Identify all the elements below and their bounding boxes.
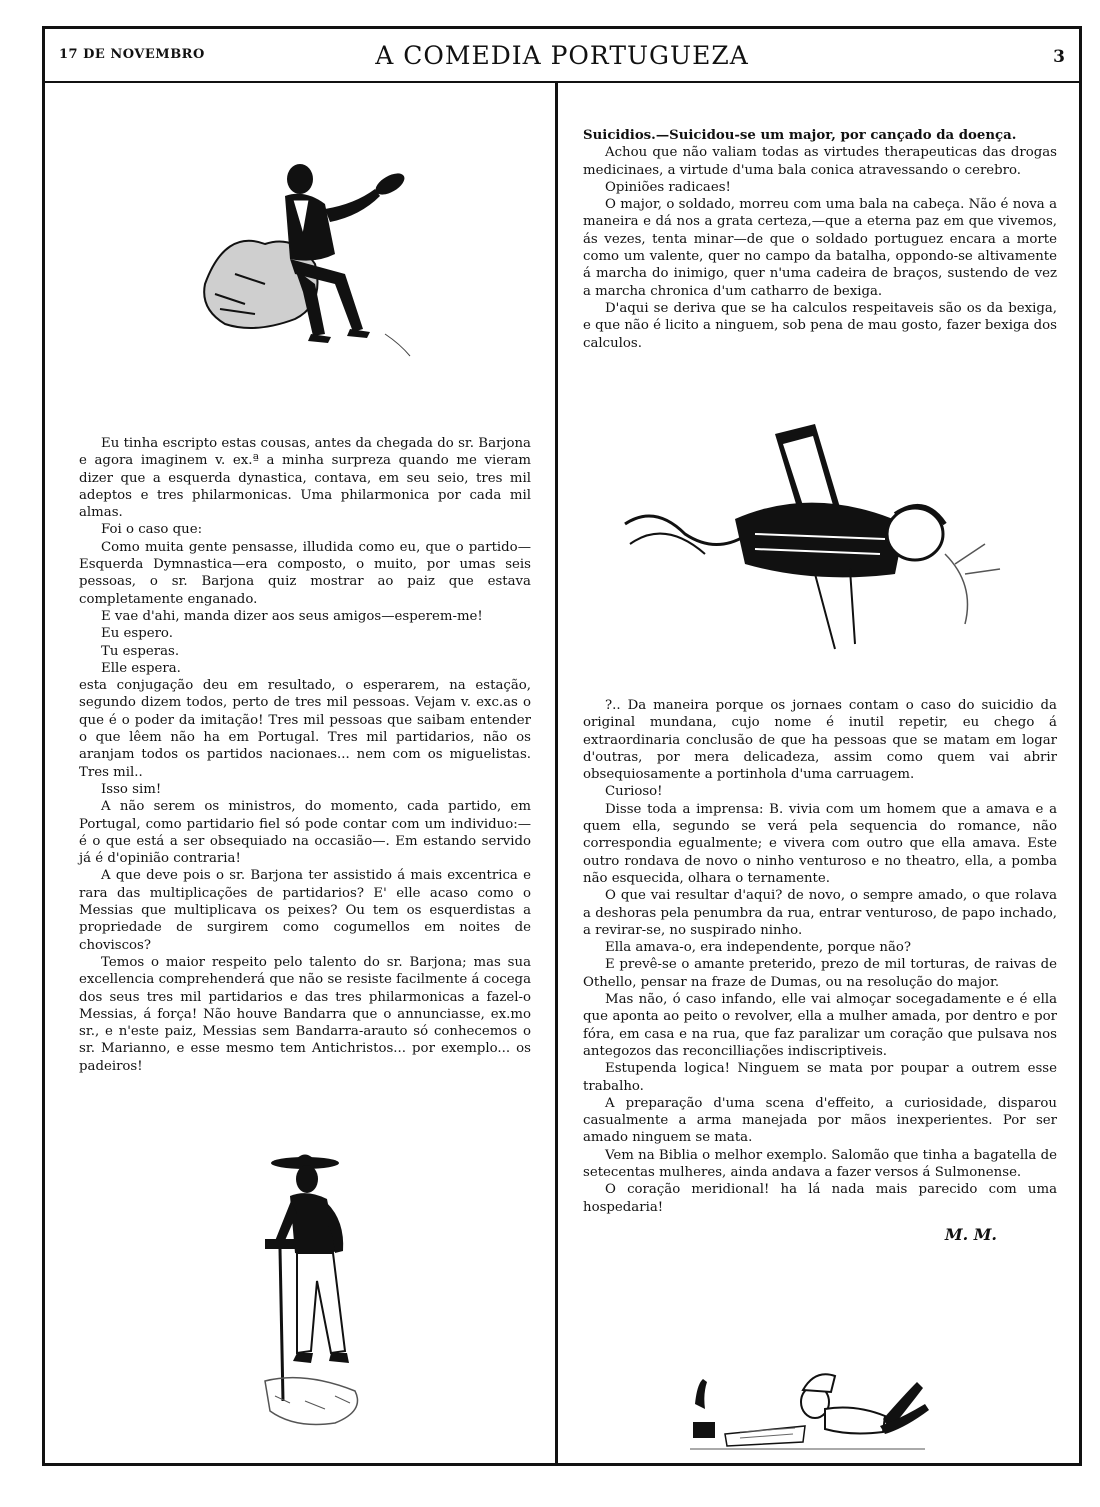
paragraph: Foi o caso que: <box>101 522 203 538</box>
author-signature: M. M. <box>944 1224 997 1244</box>
right-column-top <box>583 127 1057 352</box>
paragraph: Disse toda a imprensa: B. vivia com um homem que a amava e a quem ella, segundo se verá pela sequencia do romance, não correspondia egualmente; e vivera com outro que ella amava. Este outro rondava de novo o ninho venturoso e no theatro, ella, a pomba não esquecida, olhara o ternamente. <box>583 801 1057 886</box>
paragraph: E prevê-se o amante preterido, prezo de mil torturas, de raivas de Othello, pensar na fraze de Dumas, ou na resolução do major. <box>583 957 1057 990</box>
man-in-wide-hat-illustration <box>245 1141 395 1431</box>
right-column-bottom <box>583 697 1057 1243</box>
left-column <box>79 435 531 1075</box>
fallen-figure-illustration <box>615 424 1015 654</box>
section-heading: Suicidios. <box>583 128 656 143</box>
paragraph: esta conjugação deu em resultado, o esperarem, na estação, segundo dizem todos, perto de tres mil pessoas. Vejam v. exc.as o que é o poder da imitação! Tres mil pessoas que saibam entender o que lêem não ha em Portugal. Tres mil partidarios, não os aranjam todos os partidos nacionaes... nem com os miguelistas. Tres mil.. <box>79 678 531 780</box>
paragraph: A não serem os ministros, do momento, cada partido, em Portugal, como partidario fiel só pode contar com um individuo:—é o que está a ser obsequiado na occasião—. Em estando servido já é d'opinião contraria! <box>79 799 531 867</box>
column-divider <box>555 81 558 1466</box>
figure-writing-illustration <box>685 1364 935 1454</box>
paragraph: ?.. Da maneira porque os jornaes contam o caso do suicidio da original mundana, cujo nome é inutil repetir, eu chego á extraordinaria conclusão de que ha pessoas que se matam em logar d'outras, por mera delicadeza, assim como quem vai abrir obsequiosamente a portinhola d'uma carruagem. <box>583 698 1057 783</box>
page-number: 3 <box>1053 47 1065 67</box>
paragraph: Vem na Biblia o melhor exemplo. Salomão que tinha a bagatella de setecentas mulheres, ainda andava a fazer versos á Sulmonense. <box>583 1147 1057 1181</box>
paragraph: O coração meridional! ha lá nada mais parecido com uma hospedaria! <box>583 1182 1057 1215</box>
publication-title: A COMEDIA PORTUGUEZA <box>375 41 749 70</box>
paragraph: Estupenda logica! Ninguem se mata por poupar a outrem esse trabalho. <box>583 1061 1057 1094</box>
paragraph: A que deve pois o sr. Barjona ter assistido á mais excentrica e rara das multiplicações de partidarios? E' elle acaso como o Messias que multiplicava os peixes? Ou tem os esquerdistas a propriedade de surgirem como cogumellos em noites de choviscos? <box>79 868 531 953</box>
paragraph: Mas não, ó caso infando, elle vai almoçar socegadamente e é ella que aponta ao peito o revolver, ella a mulher amada, por dentro e por fóra, em casa e na rua, que faz paralizar um coração que pulsava nos antegozos das reconcilliações indiscriptiveis. <box>583 992 1057 1059</box>
page-frame <box>42 26 1082 1466</box>
paragraph: Tu esperas. <box>101 643 180 659</box>
lead-paragraph <box>583 127 1057 144</box>
paragraph: D'aqui se deriva que se ha calculos respeitaveis são os da bexiga, e que não é licito a ninguem, sob pena de mau gosto, fazer bexiga dos calculos. <box>583 300 1057 351</box>
issue-date: 17 DE NOVEMBRO <box>59 47 205 62</box>
paragraph: Como muita gente pensasse, illudida como eu, que o partido—Esquerda Dymnastica—era composto, o muito, por umas seis pessoas, o sr. Barjona quiz mostrar ao paiz que estava completamente enganado. <box>79 539 531 607</box>
lead-text: —Suicidou-se um major, por cançado da doença. <box>655 128 1017 143</box>
paragraph: Achou que não valiam todas as virtudes therapeuticas das drogas medicinaes, a virtude d'uma bala conica atravessando o cerebro. <box>583 145 1057 178</box>
paragraph: O que vai resultar d'aqui? de novo, o sempre amado, o que rolava a deshoras pela penumbra da rua, entrar venturoso, de papo inchado, a revirar-se, no suspirado ninho. <box>583 888 1057 938</box>
paragraph: Curioso! <box>605 784 663 800</box>
masthead <box>45 29 1079 83</box>
paragraph: Elle espera. <box>101 660 181 676</box>
paragraph: O major, o soldado, morreu com uma bala na cabeça. Não é nova a maneira e dá nos a grata certeza,—que a eterna paz em que vivemos, ás vezes, tenta minar—de que o soldado portuguez encara a morte como um valente, quer no campo da batalha, oppondo-se altivamente á marcha do inimigo, quer n'uma cadeira de braços, sustendo de vez a marcha chronica d'um catharro de bexiga. <box>583 197 1057 299</box>
paragraph: Opiniões radicaes! <box>605 179 731 195</box>
paragraph: Ella amava-o, era independente, porque não? <box>605 940 912 956</box>
paragraph: E vae d'ahi, manda dizer aos seus amigos—esperem-me! <box>101 608 483 624</box>
paragraph: Eu espero. <box>101 626 173 642</box>
paragraph: Eu tinha escripto estas cousas, antes da chegada do sr. Barjona e agora imaginem v. ex.ª a minha surpreza quando me vieram dizer que a esquerda dynastica, contava, em seu seio, tres mil adeptos e tres philarmonicas. Uma philarmonica por cada mil almas. <box>79 436 531 521</box>
paragraph: Isso sim! <box>101 781 162 797</box>
paragraph: A preparação d'uma scena d'effeito, a curiosidade, disparou casualmente a arma manejada por mãos inexperientes. Por ser amado ninguem se mata. <box>583 1095 1057 1146</box>
paragraph: Temos o maior respeito pelo talento do sr. Barjona; mas sua excellencia comprehenderá que não se resiste facilmente á cocega dos seus tres mil partidarios e das tres philarmonicas a fazel-o Messias, á força! Não houve Bandarra que o annunciasse, ex.mo sr., e n'este paiz, Messias sem Bandarra-arauto só conhecemos o sr. Marianno, e esse mesmo tem Antichristos... por exemplo... os padeiros! <box>79 954 531 1074</box>
seated-gentleman-illustration <box>185 134 445 364</box>
